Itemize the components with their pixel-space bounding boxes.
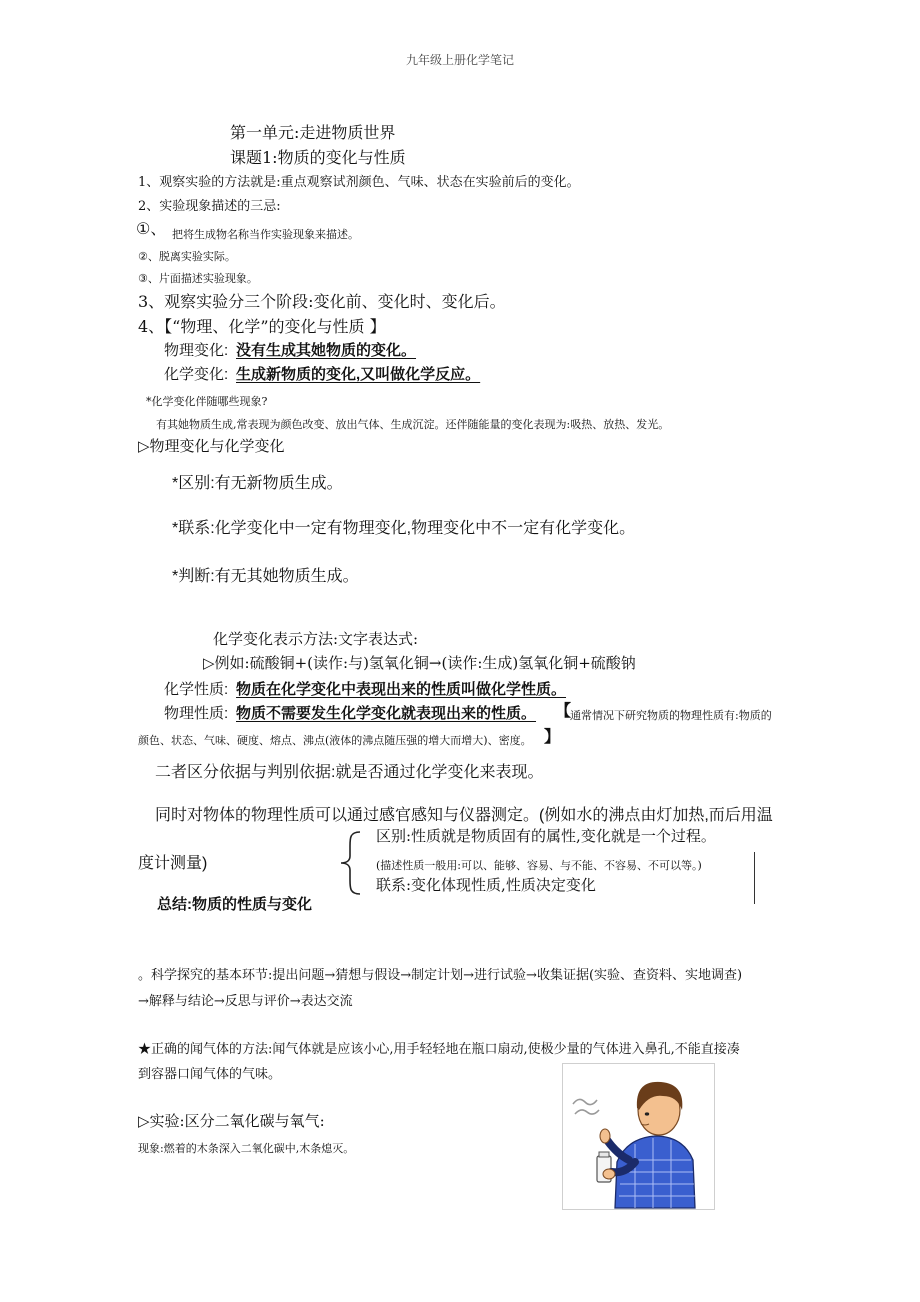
- compare-heading: ▷物理变化与化学变化: [138, 437, 285, 455]
- summary-description: (描述性质一般用:可以、能够、容易、与不能、不容易、不可以等。): [376, 859, 702, 872]
- summary-difference: 区别:性质就是物质固有的属性,变化就是一个过程。: [376, 827, 716, 845]
- phenomena-answer: 有其她物质生成,常表现为颜色改变、放出气体、生成沉淀。还伴随能量的变化表现为:吸热、放热、发光。: [156, 418, 670, 431]
- phenomena-question: *化学变化伴随哪些现象?: [146, 395, 268, 408]
- compare-judge: *判断:有无其她物质生成。: [172, 568, 359, 585]
- expression-example: ▷例如:硫酸铜+(读作:与)氢氧化铜→(读作:生成)氢氧化铜+硫酸钠: [203, 654, 636, 672]
- chemical-property-label: 化学性质:: [164, 681, 229, 698]
- page-header: 九年级上册化学笔记: [405, 53, 514, 67]
- chemical-change-definition: 生成新物质的变化,又叫做化学反应。: [236, 366, 481, 383]
- compare-relation: *联系:化学变化中一定有物理变化,物理变化中不一定有化学变化。: [172, 520, 636, 537]
- smell-method-line-2: 到容器口闻气体的气味。: [138, 1067, 282, 1082]
- inquiry-line-1: 。科学探究的基本环节:提出问题→猜想与假设→制定计划→进行试验→收集证据(实验、查资料、实地调查): [138, 968, 743, 983]
- physical-property-note-a: 通常情况下研究物质的物理性质有:物质的: [570, 709, 772, 722]
- experiment-heading: ▷实验:区分二氧化碳与氧气:: [138, 1112, 325, 1130]
- unit-title: 第一单元:走进物质世界: [230, 123, 396, 142]
- taboo-3: ③、片面描述实验现象。: [138, 273, 258, 285]
- bracket-open: 【: [555, 703, 572, 720]
- bracket-close: 】: [544, 729, 561, 746]
- physical-change-definition: 没有生成其她物质的变化。: [236, 342, 417, 359]
- taboo-2: ②、脱离实验实际。: [138, 251, 236, 263]
- item-3: 3、观察实验分三个阶段:变化前、变化时、变化后。: [138, 292, 506, 311]
- expression-method: 化学变化表示方法:文字表达式:: [213, 630, 419, 648]
- taboo-1-number: ①、: [136, 219, 167, 238]
- summary-divider: [754, 852, 755, 904]
- compare-difference: *区别:有无新物质生成。: [172, 475, 343, 492]
- measure-line-2: 度计测量): [138, 855, 208, 872]
- lesson-title: 课题1:物质的变化与性质: [230, 148, 406, 167]
- experiment-phenomenon: 现象:燃着的木条深入二氧化碳中,木条熄灭。: [138, 1142, 355, 1155]
- chemical-change-label: 化学变化:: [164, 366, 229, 383]
- item-2: 2、实验现象描述的三忌:: [138, 199, 281, 214]
- summary-brace: [338, 830, 364, 896]
- physical-property-note-b: 颜色、状态、气味、硬度、熔点、沸点(液体的沸点随压强的增大而增大)、密度。: [138, 734, 532, 747]
- chemical-property-definition: 物质在化学变化中表现出来的性质叫做化学性质。: [236, 681, 567, 698]
- physical-property-definition: 物质不需要发生化学变化就表现出来的性质。: [236, 705, 537, 722]
- inquiry-line-2: →解释与结论→反思与评价→表达交流: [138, 994, 353, 1009]
- taboo-1-text: 把将生成物名称当作实验现象来描述。: [172, 229, 359, 241]
- item-1: 1、观察实验的方法就是:重点观察试剂颜色、气味、状态在实验前后的变化。: [138, 175, 580, 190]
- item-4: 4、【“物理、化学”的变化与性质 】: [138, 317, 386, 336]
- physical-change-label: 物理变化:: [164, 342, 229, 359]
- smelling-gas-illustration: [562, 1063, 715, 1210]
- measure-line-1: 同时对物体的物理性质可以通过感官感知与仪器测定。(例如水的沸点由灯加热,而后用温: [155, 807, 773, 824]
- physical-property-label: 物理性质:: [164, 705, 229, 722]
- summary-label: 总结:物质的性质与变化: [157, 896, 312, 913]
- distinguish-basis: 二者区分依据与判别依据:就是否通过化学变化来表现。: [155, 764, 544, 781]
- summary-relation: 联系:变化体现性质,性质决定变化: [376, 876, 596, 894]
- smell-method-line-1: ★正确的闻气体的方法:闻气体就是应该小心,用手轻轻地在瓶口扇动,使极少量的气体进入鼻孔,不能直接凑: [138, 1042, 740, 1057]
